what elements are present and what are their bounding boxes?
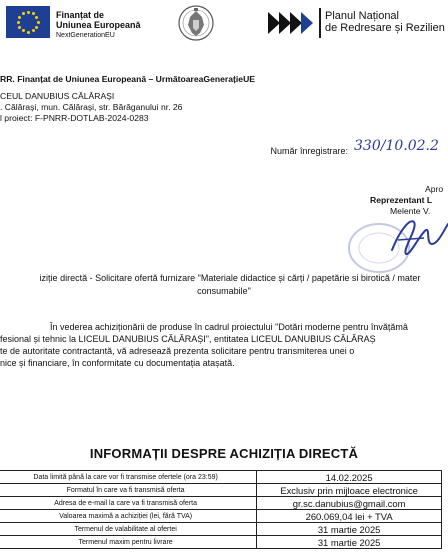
table-value: 31 martie 2025 — [257, 536, 442, 549]
subject-line2: consumabile" — [197, 286, 251, 296]
table-key: Adresa de e-mail la care va fi transmisă oferta — [0, 497, 257, 510]
approval-name: Melente V. — [390, 206, 431, 216]
table-value: 260.069,04 lei + TVA — [257, 510, 442, 523]
table-row — [0, 497, 442, 510]
table-value: Exclusiv prin mijloace electronice — [257, 484, 442, 497]
eu-star — [35, 26, 38, 29]
registration-number: 330/10.02.2 — [354, 138, 439, 154]
eu-star — [35, 16, 38, 19]
table-row — [0, 471, 442, 484]
table-key: Termenul maxim pentru livrare — [0, 536, 257, 549]
subject-line1: iziție directă - Solicitare ofertă furnizare "Materiale didactice și cărți / papetărie si birotică / mater — [39, 273, 421, 283]
table-value: 14.02.2025 — [257, 471, 442, 484]
government-crest-icon — [178, 3, 214, 43]
project-code: l proiect: F-PNRR-DOTLAB-2024-0283 — [0, 113, 149, 123]
eu-flag-logo — [6, 6, 50, 38]
section-title: INFORMAȚII DESPRE ACHIZIȚIA DIRECTĂ — [89, 446, 359, 461]
signature-icon — [340, 210, 448, 260]
table-row — [0, 484, 442, 497]
table-value: 31 martie 2025 — [257, 523, 442, 536]
institution-name: CEUL DANUBIUS CĂLĂRAȘI — [0, 91, 115, 101]
approval-title: Reprezentant L — [370, 195, 433, 205]
eu-star — [32, 29, 35, 32]
eu-star — [32, 12, 35, 15]
pnrr-line2: de Redresare și Rezilien — [325, 22, 445, 34]
eu-star — [18, 16, 21, 19]
table-key: Termenul de valabilitate al ofertei — [0, 523, 257, 536]
table-row — [0, 536, 442, 549]
program-line: RR. Finanțat de Uniunea Europeană – UrmătoareaGenerațieUE — [0, 74, 256, 84]
eu-star — [27, 31, 30, 34]
table-value: gr.sc.danubius@gmail.com — [257, 497, 442, 510]
eu-logo-line1: Finanțat de — [56, 10, 105, 20]
approval-label: Apro — [425, 184, 444, 194]
table-row — [0, 510, 442, 523]
table-row — [0, 523, 442, 536]
institution-address: . Călărași, mun. Călărași, str. Bărăganului nr. 26 — [0, 102, 183, 112]
registration-label: Număr înregistrare: — [270, 146, 348, 156]
body-line4: nice și financiare, în conformitate cu documentația atașată. — [0, 358, 235, 368]
table-key: Valoarea maximă a achiziției (lei, fără TVA) — [0, 510, 257, 523]
info-table — [0, 470, 442, 549]
pnrr-arrows-icon — [268, 10, 314, 36]
eu-star — [22, 29, 25, 32]
eu-star — [22, 12, 25, 15]
pnrr-divider — [319, 8, 321, 38]
eu-star — [37, 21, 40, 24]
eu-star — [18, 26, 21, 29]
eu-logo-line3: NextGenerationEU — [56, 32, 115, 39]
eu-logo-line2: Uniunea Europeană — [56, 20, 141, 30]
body-line2: fesional și tehnic la LICEUL DANUBIUS CĂLĂRAȘI", entitatea LICEUL DANUBIUS CĂLĂRAȘ — [0, 334, 376, 344]
pnrr-line1: Planul Național — [325, 10, 399, 22]
eu-star — [17, 21, 20, 24]
table-key: Formatul în care va fi transmisă oferta — [0, 484, 257, 497]
body-line3: te de autoritate contractantă, vă adresează prezenta solicitare pentru transmiterea unei o — [0, 346, 355, 356]
table-key: Data limită până la care vor fi transmise ofertele (ora 23:59) — [0, 471, 257, 484]
body-line1: În vederea achiziționării de produse în cadrul proiectului "Dotări moderne pentru învățămâ — [50, 322, 408, 332]
eu-star — [27, 11, 30, 14]
